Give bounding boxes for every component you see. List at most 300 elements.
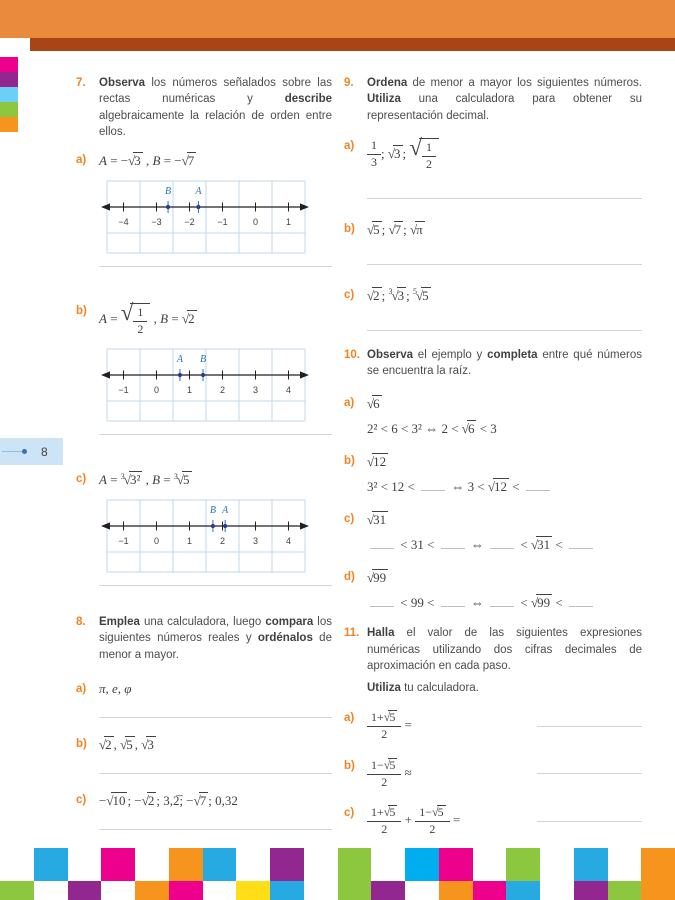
math-variable: φ bbox=[124, 680, 132, 696]
answer-blank bbox=[526, 479, 550, 491]
bold-text: Utiliza bbox=[367, 682, 401, 695]
svg-text:0: 0 bbox=[153, 535, 160, 546]
text: ; bbox=[406, 287, 414, 303]
footer-block bbox=[34, 848, 68, 881]
exercise-item bbox=[344, 710, 642, 742]
radicand: 7 bbox=[394, 221, 402, 237]
item-content bbox=[367, 134, 642, 199]
svg-text:B: B bbox=[164, 186, 172, 198]
answer-blank bbox=[490, 537, 514, 549]
exercise-header bbox=[344, 625, 642, 674]
text: − bbox=[99, 792, 107, 808]
fraction bbox=[422, 141, 436, 172]
item-content bbox=[367, 805, 642, 837]
fraction bbox=[367, 805, 401, 837]
answer-line bbox=[537, 773, 642, 774]
svg-text:−2: −2 bbox=[184, 217, 195, 228]
footer-decoration bbox=[0, 848, 675, 900]
sqrt-radical bbox=[106, 792, 127, 809]
math-variable: A bbox=[99, 153, 107, 169]
color-tab bbox=[0, 72, 18, 87]
text: ; 0,32 bbox=[208, 792, 238, 808]
sqrt-radical bbox=[128, 152, 143, 169]
math-head bbox=[367, 395, 642, 412]
footer-block bbox=[270, 848, 304, 881]
item-content bbox=[367, 758, 642, 790]
math-expression bbox=[99, 736, 332, 753]
fraction bbox=[367, 710, 401, 742]
svg-text:A: A bbox=[176, 353, 183, 365]
text: 1− bbox=[419, 805, 432, 820]
radical-sign-icon: √ bbox=[367, 570, 375, 586]
bold-text: Observa bbox=[367, 348, 414, 361]
exercise-item bbox=[76, 300, 332, 435]
item-content bbox=[367, 395, 642, 437]
svg-text:4: 4 bbox=[285, 384, 292, 395]
exercise-statement bbox=[367, 347, 642, 380]
denominator: 2 bbox=[381, 822, 388, 837]
radical-sign-icon: √ bbox=[388, 221, 396, 237]
exercise-10 bbox=[344, 347, 642, 612]
text: 3² < 12 < bbox=[367, 479, 419, 495]
root-index: 3 bbox=[388, 287, 393, 297]
text: < bbox=[517, 537, 532, 553]
bold-text: compara bbox=[265, 615, 314, 628]
tab-rule bbox=[2, 451, 22, 452]
answer-line bbox=[537, 726, 642, 727]
text: ≈ bbox=[401, 764, 412, 780]
exercise-9 bbox=[344, 75, 642, 331]
text: ; bbox=[403, 221, 411, 237]
radical-sign-icon: √ bbox=[416, 287, 424, 303]
exercise-11 bbox=[344, 625, 642, 837]
footer-block bbox=[203, 881, 237, 900]
item-letter: a) bbox=[344, 712, 355, 725]
text: 1+ bbox=[371, 805, 384, 820]
radical-sign-icon: √ bbox=[99, 736, 107, 752]
radical-sign-icon: √ bbox=[531, 595, 539, 611]
bold-text: Observa bbox=[99, 77, 146, 89]
svg-text:4: 4 bbox=[285, 535, 292, 546]
answer-blank bbox=[441, 595, 465, 607]
text: ; bbox=[381, 287, 389, 303]
sqrt-radical bbox=[384, 710, 398, 725]
radical-sign-icon: √ bbox=[461, 421, 469, 437]
answer-line bbox=[367, 198, 642, 199]
bold-text: Ordena bbox=[367, 77, 408, 89]
exercise-item bbox=[344, 569, 642, 611]
svg-text:A: A bbox=[222, 504, 229, 516]
exercise-number: 10. bbox=[344, 348, 360, 361]
tab-dot-icon bbox=[22, 449, 27, 454]
radical-sign-icon: √ bbox=[432, 805, 439, 820]
radicand: 2 bbox=[188, 311, 195, 327]
exercise-header bbox=[344, 75, 642, 124]
numerator bbox=[367, 805, 401, 822]
exercise-statement bbox=[367, 625, 642, 674]
exercise-header bbox=[344, 347, 642, 380]
exercise-number: 8. bbox=[76, 615, 86, 628]
sqrt-radical bbox=[194, 792, 209, 809]
sqrt-radical bbox=[142, 792, 157, 809]
radicand: 99 bbox=[537, 595, 551, 611]
calculator-note bbox=[367, 682, 642, 694]
footer-block bbox=[473, 881, 507, 900]
color-tab bbox=[0, 117, 18, 132]
item-content bbox=[99, 792, 332, 830]
item-letter: b) bbox=[76, 305, 87, 318]
footer-block bbox=[641, 848, 675, 881]
text: , bbox=[113, 736, 121, 752]
radical-sign-icon: √ bbox=[367, 221, 375, 237]
footer-block bbox=[371, 881, 405, 900]
text: ; bbox=[402, 145, 410, 161]
footer-block bbox=[473, 848, 507, 881]
math-expression bbox=[367, 134, 642, 172]
text: = bbox=[106, 471, 121, 487]
exercise-header bbox=[76, 75, 332, 140]
text: < bbox=[509, 479, 523, 495]
radical-sign-icon: √ bbox=[181, 153, 189, 169]
exercise-item bbox=[344, 805, 642, 837]
text: 2² < 6 < 3² ⇔ 2 < bbox=[367, 421, 462, 437]
radical-sign-icon: √ bbox=[367, 396, 375, 412]
item-content bbox=[367, 710, 642, 742]
text: , bbox=[142, 153, 153, 169]
item-content bbox=[367, 221, 642, 265]
text: = bbox=[449, 812, 461, 828]
footer-block bbox=[270, 881, 304, 900]
text: los siguientes números reales y bbox=[99, 615, 332, 645]
math-expression bbox=[367, 805, 460, 837]
svg-text:0: 0 bbox=[153, 384, 160, 395]
fraction bbox=[367, 139, 381, 170]
text: ⇔ 3 < bbox=[448, 479, 488, 495]
exercise-item bbox=[344, 758, 642, 790]
number-line bbox=[99, 496, 311, 576]
math-body bbox=[367, 536, 642, 553]
bold-text: describe bbox=[284, 93, 332, 106]
text: < 99 < bbox=[397, 595, 438, 611]
answer-blank bbox=[490, 595, 514, 607]
text: ; bbox=[381, 221, 389, 237]
text: una calculadora, luego bbox=[139, 615, 266, 628]
footer-block bbox=[101, 848, 135, 881]
text: , bbox=[150, 311, 161, 327]
sqrt-radical bbox=[389, 221, 404, 238]
sqrt-radical bbox=[462, 420, 477, 437]
fraction bbox=[415, 805, 449, 837]
math-expression bbox=[367, 758, 412, 790]
radicand bbox=[130, 303, 150, 337]
sqrt-radical bbox=[99, 736, 114, 753]
color-tab bbox=[0, 57, 18, 72]
radicand: 2 bbox=[147, 792, 155, 808]
root-index: 5 bbox=[413, 287, 418, 297]
sqrt-radical bbox=[367, 287, 382, 304]
text: , bbox=[105, 680, 113, 696]
exercise-item bbox=[344, 287, 642, 331]
item-letter: b) bbox=[76, 737, 87, 750]
svg-text:2: 2 bbox=[219, 535, 226, 546]
math-expression bbox=[99, 792, 332, 809]
svg-text:1: 1 bbox=[285, 217, 292, 228]
sqrt-radical bbox=[531, 594, 552, 611]
radicand: 2 bbox=[373, 287, 380, 303]
svg-text:0: 0 bbox=[252, 217, 259, 228]
footer-block bbox=[101, 881, 135, 900]
denominator: 2 bbox=[381, 774, 388, 789]
footer-block bbox=[203, 848, 237, 881]
exercise-header bbox=[76, 614, 332, 663]
root-index: 3 bbox=[120, 471, 125, 481]
footer-block bbox=[608, 848, 642, 881]
item-letter: a) bbox=[76, 154, 87, 167]
footer-block bbox=[439, 848, 473, 881]
footer-block bbox=[439, 881, 473, 900]
footer-block bbox=[135, 848, 169, 881]
exercise-statement bbox=[99, 75, 332, 140]
radicand: 31 bbox=[373, 512, 387, 528]
exercise-item bbox=[76, 736, 332, 774]
footer-block bbox=[574, 881, 608, 900]
item-letter: b) bbox=[344, 759, 355, 772]
sqrt-radical bbox=[410, 221, 425, 238]
svg-text:3: 3 bbox=[252, 384, 259, 395]
text: ⇔ bbox=[467, 537, 488, 553]
radicand: 6 bbox=[373, 396, 380, 412]
sqrt-radical bbox=[531, 536, 552, 553]
text: < bbox=[552, 595, 566, 611]
footer-block bbox=[338, 881, 372, 900]
text: ⇔ bbox=[467, 595, 488, 611]
item-content bbox=[99, 152, 332, 267]
item-letter: d) bbox=[344, 571, 355, 584]
math-variable: e bbox=[112, 680, 118, 696]
answer-blank bbox=[569, 595, 593, 607]
exercise-item bbox=[344, 511, 642, 553]
math-variable: A bbox=[99, 471, 107, 487]
math-expression bbox=[367, 221, 642, 238]
footer-block bbox=[540, 881, 574, 900]
svg-text:−1: −1 bbox=[217, 217, 228, 228]
bold-text: Emplea bbox=[99, 615, 140, 628]
math-body bbox=[367, 594, 642, 611]
math-body bbox=[367, 420, 642, 437]
numerator: 1 bbox=[133, 306, 147, 322]
footer-block bbox=[169, 881, 203, 900]
item-letter: a) bbox=[344, 139, 355, 152]
item-content bbox=[99, 471, 332, 586]
radical-sign-icon: √ bbox=[141, 736, 149, 752]
answer-blank bbox=[370, 537, 394, 549]
exercise-item bbox=[344, 395, 642, 437]
exercise-8 bbox=[76, 614, 332, 830]
text: 1+ bbox=[371, 710, 384, 725]
math-expression bbox=[99, 152, 332, 169]
item-content bbox=[367, 287, 642, 331]
text: < 3 bbox=[476, 421, 497, 437]
bold-text: ordénalos bbox=[257, 632, 313, 645]
radicand: 3 bbox=[397, 287, 405, 303]
header-strip bbox=[30, 38, 675, 51]
footer-block bbox=[236, 848, 270, 881]
radical-sign-icon: √ bbox=[367, 287, 375, 303]
item-letter: b) bbox=[344, 222, 355, 235]
bold-text: Halla bbox=[367, 627, 395, 640]
radical-sign-icon: √ bbox=[531, 537, 539, 553]
math-expression bbox=[367, 287, 642, 304]
radical-sign-icon: √ bbox=[120, 300, 134, 326]
radical-sign-icon: √ bbox=[409, 134, 423, 160]
footer-block bbox=[0, 881, 34, 900]
item-letter: a) bbox=[344, 397, 355, 410]
text: = bbox=[106, 311, 121, 327]
radical-sign-icon: √ bbox=[367, 512, 375, 528]
footer-block bbox=[405, 848, 439, 881]
sqrt-radical bbox=[141, 736, 156, 753]
radicand: 2 bbox=[105, 736, 112, 752]
radical-sign-icon: √ bbox=[181, 311, 190, 327]
radicand: 5 bbox=[183, 471, 190, 487]
answer-line bbox=[99, 773, 332, 774]
text: < bbox=[552, 537, 566, 553]
radicand: 6 bbox=[467, 421, 475, 437]
text: < 31 < bbox=[397, 537, 438, 553]
radical-sign-icon: √ bbox=[176, 471, 185, 487]
radicand: 31 bbox=[537, 537, 551, 553]
sqrt-of-fraction bbox=[120, 300, 151, 337]
nth-root-radical bbox=[174, 471, 192, 488]
radicand: 10 bbox=[112, 792, 126, 808]
sqrt-radical bbox=[120, 736, 135, 753]
item-letter: c) bbox=[344, 513, 355, 526]
exercise-7 bbox=[76, 75, 332, 586]
radicand: 5 bbox=[422, 287, 429, 303]
text: = − bbox=[106, 153, 129, 169]
sqrt-radical bbox=[384, 805, 398, 820]
svg-text:−3: −3 bbox=[151, 217, 162, 228]
header-bar bbox=[0, 0, 675, 38]
footer-block bbox=[34, 881, 68, 900]
footer-block bbox=[169, 848, 203, 881]
exercise-item bbox=[344, 134, 642, 199]
radicand: 5 bbox=[389, 710, 396, 725]
item-letter: a) bbox=[76, 682, 87, 695]
item-letter: c) bbox=[76, 472, 87, 485]
text: el ejemplo y bbox=[413, 348, 488, 361]
nth-root-radical bbox=[121, 471, 143, 488]
radical-sign-icon: √ bbox=[387, 145, 396, 161]
text: el valor de las siguientes expresiones numéricas utilizando dos cifras decimales de aproximación en cada paso. bbox=[367, 627, 642, 672]
sqrt-radical bbox=[388, 145, 403, 162]
svg-text:A: A bbox=[195, 186, 202, 198]
text: = − bbox=[160, 153, 182, 169]
sqrt-of-fraction bbox=[409, 134, 439, 172]
sqrt-radical bbox=[182, 152, 197, 169]
math-expression bbox=[367, 710, 412, 742]
left-column bbox=[76, 75, 332, 830]
answer-blank bbox=[569, 537, 593, 549]
radical-sign-icon: √ bbox=[410, 221, 418, 237]
exercise-statement bbox=[99, 614, 332, 663]
radicand: 12 bbox=[494, 479, 508, 495]
bold-text: Utiliza bbox=[367, 93, 401, 106]
color-tab bbox=[0, 102, 18, 117]
bold-text: completa bbox=[487, 348, 538, 361]
answer-blank bbox=[441, 537, 465, 549]
numerator: 1 bbox=[422, 141, 436, 157]
item-content bbox=[367, 453, 642, 495]
svg-text:−1: −1 bbox=[118, 535, 129, 546]
denominator: 2 bbox=[429, 822, 436, 837]
numerator bbox=[367, 710, 401, 727]
text: ; 3,2̅; − bbox=[156, 792, 194, 808]
math-expression bbox=[99, 300, 332, 337]
footer-row-top bbox=[0, 848, 675, 881]
text: entre qué números se encuentra la raíz. bbox=[367, 348, 642, 377]
footer-block bbox=[371, 848, 405, 881]
text: < bbox=[517, 595, 532, 611]
item-letter: c) bbox=[76, 793, 87, 806]
text: tu calculadora. bbox=[400, 682, 479, 695]
radical-sign-icon: √ bbox=[487, 479, 496, 495]
radicand: 12 bbox=[373, 454, 387, 470]
exercise-number: 11. bbox=[344, 627, 360, 640]
answer-line bbox=[99, 434, 332, 435]
radical-sign-icon: √ bbox=[391, 287, 399, 303]
footer-row-bottom bbox=[0, 881, 675, 900]
right-column bbox=[344, 75, 642, 837]
answer-line bbox=[367, 330, 642, 331]
fraction bbox=[367, 758, 401, 790]
denominator: 2 bbox=[426, 156, 433, 171]
number-line bbox=[99, 177, 311, 257]
text: = bbox=[401, 717, 412, 732]
radicand: 3² bbox=[129, 471, 141, 487]
radical-sign-icon: √ bbox=[193, 792, 201, 808]
math-head bbox=[367, 511, 642, 528]
radical-sign-icon: √ bbox=[141, 792, 149, 808]
exercise-item bbox=[76, 681, 332, 718]
svg-text:2: 2 bbox=[219, 384, 226, 395]
math-variable: B bbox=[160, 311, 169, 327]
math-variable: A bbox=[99, 311, 107, 327]
text: de menor a mayor los siguientes números. bbox=[407, 77, 642, 89]
item-letter: c) bbox=[344, 288, 355, 301]
text: algebraicamente la relación de orden entre ellos. bbox=[99, 109, 332, 138]
sqrt-radical bbox=[432, 805, 446, 820]
page-number: 8 bbox=[41, 444, 48, 459]
svg-text:3: 3 bbox=[252, 535, 259, 546]
denominator: 2 bbox=[137, 322, 144, 337]
sqrt-radical bbox=[367, 569, 388, 586]
sqrt-radical bbox=[367, 395, 382, 412]
text: ; − bbox=[127, 792, 142, 808]
answer-line bbox=[537, 821, 642, 822]
exercise-item bbox=[344, 221, 642, 265]
text: ; bbox=[381, 145, 388, 161]
nth-root-radical bbox=[389, 287, 407, 304]
text: = bbox=[168, 311, 182, 327]
item-content bbox=[99, 681, 332, 718]
radicand: 3 bbox=[394, 145, 401, 161]
footer-block bbox=[0, 848, 34, 881]
math-expression bbox=[99, 471, 332, 488]
text: + bbox=[401, 812, 416, 828]
item-content bbox=[99, 736, 332, 774]
sqrt-radical bbox=[384, 758, 398, 773]
